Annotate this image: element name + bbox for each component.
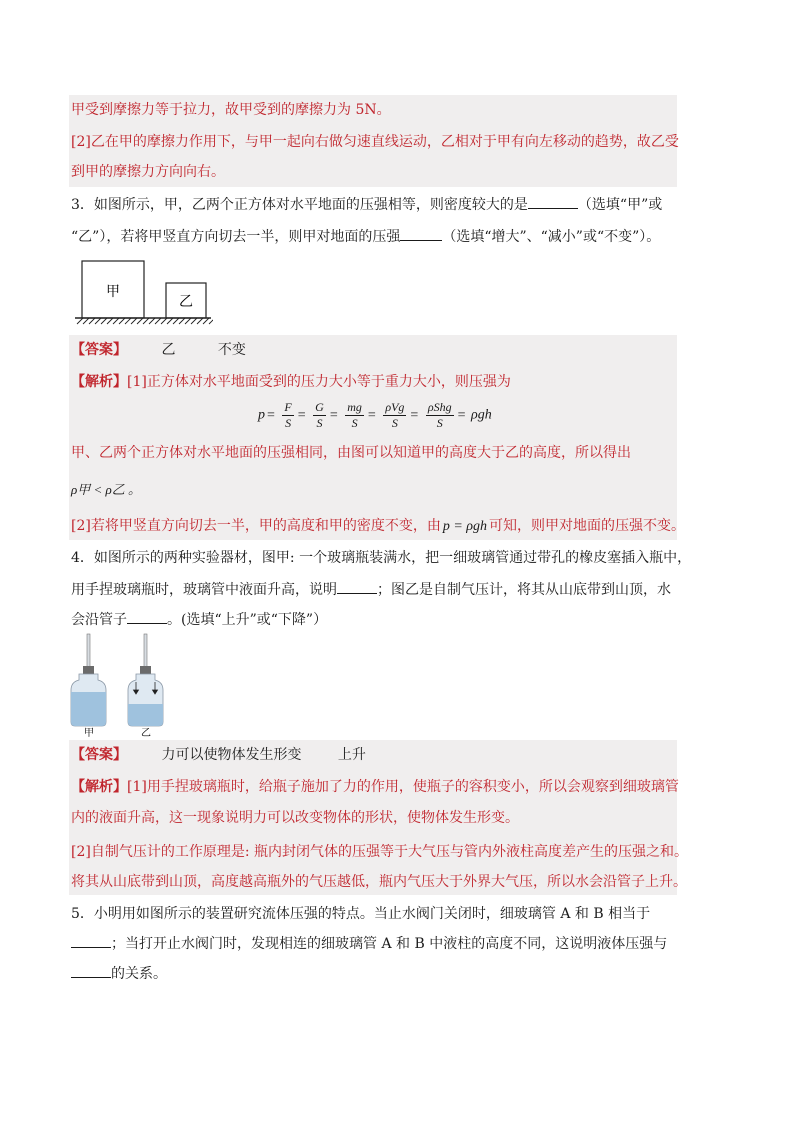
- q3-blank1[interactable]: [528, 194, 578, 209]
- q4-line2: 用手捏玻璃瓶时，玻璃管中液面升高，说明 ；图乙是自制气压计，将其从山底带到山顶，水: [71, 578, 671, 602]
- bottle-b-label: 乙: [141, 728, 151, 739]
- q3-analysis4: [2]若将甲竖直方向切去一半，甲的高度和甲的密度不变，由 p = ρgh 可知，则甲对地面的压强不变。: [71, 518, 686, 534]
- cube-small-label: 乙: [179, 294, 193, 310]
- q4-analysis2: 内的液面升高，这一现象说明力可以改变物体的形状，使物体发生形变。: [71, 810, 519, 826]
- bottle-a-label: 甲: [84, 728, 94, 739]
- analysis-tag: 【解析】: [71, 374, 127, 390]
- answer-2: 上升: [337, 747, 366, 763]
- q4-line3: 会沿管子 。(选填“上升”或“下降”）: [71, 608, 327, 632]
- q4-answer: [71, 743, 366, 767]
- q4-analysis3: [2]自制气压计的工作原理是: 瓶内封闭气体的压强等于大气压与管内外液柱高度差产生的压强之和。: [71, 844, 688, 860]
- q3-answer: [71, 338, 246, 362]
- q5-blank2[interactable]: [71, 963, 111, 978]
- q3-line1: 3．如图所示，甲，乙两个正方体对水平地面的压强相等，则密度较大的是 （选填“甲”或: [71, 193, 662, 217]
- cubes-figure: [73, 258, 213, 328]
- q4-blank1[interactable]: [337, 579, 377, 594]
- pressure-formula: p = $\frac{F}{S}$ = $\frac{G}{S}$ = $\frac{mg}{S}$ = $\frac{\text{ρVg}}{S}$ = $\frac{\text{ρShg}}{S}$ = ρgh: [258, 400, 492, 430]
- q4-analysis4: 将其从山底带到山顶，高度越高瓶外的气压越低，瓶内气压大于外界大气压，所以水会沿管子上升。: [71, 874, 687, 890]
- analysis-tag: 【解析】: [71, 779, 127, 795]
- q4-line1: 4．如图所示的两种实验器材，图甲: 一个玻璃瓶装满水，把一细玻璃管通过带孔的橡皮塞插入瓶中，: [71, 550, 692, 566]
- q3-analysis3: ρ甲 < ρ乙 。: [71, 482, 142, 497]
- answer-tag: 【答案】: [71, 342, 127, 358]
- p1-line2: [2]乙在甲的摩擦力作用下，与甲一起向右做匀速直线运动，乙相对于甲有向左移动的趋势，故乙受: [71, 134, 679, 150]
- p1-line1: 甲受到摩擦力等于拉力，故甲受到的摩擦力为 5N。: [71, 102, 391, 118]
- bottles-figure: [62, 632, 172, 740]
- answer-1: 力可以使物体发生形变: [161, 747, 302, 763]
- p1-line3: 到甲的摩擦力方向向右。: [71, 164, 225, 180]
- answer-2: 不变: [217, 342, 246, 358]
- answer-1: 乙: [161, 342, 176, 358]
- q3-analysis2: 甲、乙两个正方体对水平地面的压强相同，由图可以知道甲的高度大于乙的高度，所以得出: [71, 445, 631, 461]
- q3-analysis1: 【解析】[1]正方体对水平地面受到的压力大小等于重力大小，则压强为: [71, 374, 511, 390]
- answer-tag: 【答案】: [71, 747, 127, 763]
- q3-blank2[interactable]: [400, 226, 442, 241]
- shade-block-2: [69, 335, 677, 540]
- q5-line2: ；当打开止水阀门时，发现相连的细玻璃管 A 和 B 中液柱的高度不同，这说明液体压强与: [71, 932, 667, 956]
- q5-line1: 5．小明用如图所示的装置研究流体压强的特点。当止水阀门关闭时，细玻璃管 A 和 B 相当于: [71, 906, 651, 922]
- q4-analysis1: 【解析】[1]用手捏玻璃瓶时，给瓶子施加了力的作用，使瓶子的容积变小，所以会观察到细玻璃管: [71, 779, 679, 795]
- q4-blank2[interactable]: [127, 609, 167, 624]
- q5-line3: 的关系。: [71, 962, 167, 986]
- cube-big-label: 甲: [106, 284, 120, 300]
- q5-blank1[interactable]: [71, 933, 111, 948]
- q3-line2: “乙”），若将甲竖直方向切去一半，则甲对地面的压强 （选填“增大”、“减小”或“不变”）。: [71, 225, 660, 249]
